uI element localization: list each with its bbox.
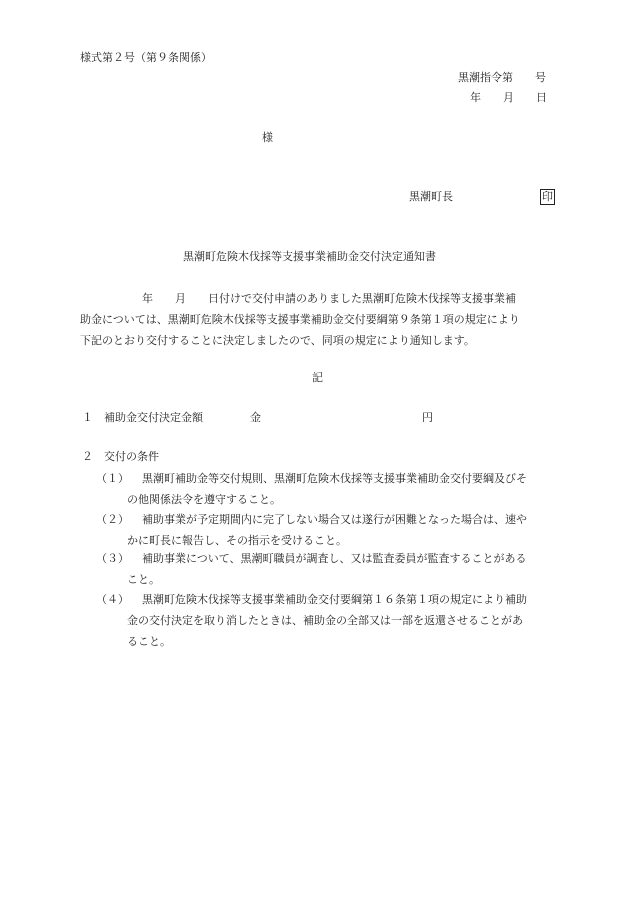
condition-text-line-2: 金の交付決定を取り消したときは、補助金の全部又は一部を返還させることがあ bbox=[127, 614, 523, 627]
section2-number: ２ bbox=[82, 450, 93, 463]
document-number: 黒潮指令第 号 bbox=[458, 71, 546, 84]
document-title: 黒潮町危険木伐採等支援事業補助金交付決定通知書 bbox=[183, 250, 436, 263]
intro-paragraph bbox=[80, 288, 580, 351]
seal-mark bbox=[540, 189, 555, 205]
intro-line-3: 下記のとおり交付することに決定しましたので、同項の規定により通知します。 bbox=[80, 334, 475, 347]
document-date: 年 月 日 bbox=[470, 91, 547, 104]
section2-label: 交付の条件 bbox=[104, 450, 159, 463]
seal-label: 印 bbox=[542, 190, 553, 203]
section1-label: 補助金交付決定金額 bbox=[104, 411, 203, 424]
condition-number: （１） bbox=[96, 472, 129, 485]
condition-number: （４） bbox=[96, 593, 129, 606]
condition-number: （３） bbox=[96, 552, 129, 565]
condition-text-line-2: かに町長に報告し、その指示を受けること。 bbox=[127, 534, 347, 547]
condition-text-line-1: 黒潮町補助金等交付規則、黒潮町危険木伐採等支援事業補助金交付要綱及びそ bbox=[142, 472, 527, 485]
section1-number: １ bbox=[82, 411, 93, 424]
condition-text-line-1: 補助事業について、黒潮町職員が調査し、又は監査委員が監査することがある bbox=[142, 552, 527, 565]
section1-kin: 金 bbox=[250, 411, 261, 424]
condition-number: （２） bbox=[96, 513, 129, 526]
intro-line-2: 助金については、黒潮町危険木伐採等支援事業補助金交付要綱第９条第１項の規定により bbox=[80, 313, 520, 326]
condition-text-line-2: こと。 bbox=[127, 573, 160, 586]
condition-text-line-1: 黒潮町危険木伐採等支援事業補助金交付要綱第１６条第１項の規定により補助 bbox=[142, 593, 527, 606]
section1-yen: 円 bbox=[422, 411, 433, 424]
addressee-honorific: 様 bbox=[262, 131, 273, 144]
form-number: 様式第２号（第９条関係） bbox=[80, 51, 212, 64]
intro-line-1: 年 月 日付けで交付申請のありました黒潮町危険木伐採等支援事業補 bbox=[142, 292, 516, 305]
ki-heading: 記 bbox=[312, 371, 323, 384]
condition-text-line-3: ること。 bbox=[127, 635, 171, 648]
condition-text-line-2: の他関係法令を遵守すること。 bbox=[127, 493, 281, 506]
issuer-name: 黒潮町長 bbox=[409, 190, 453, 203]
condition-text-line-1: 補助事業が予定期間内に完了しない場合又は遂行が困難となった場合は、速や bbox=[142, 513, 527, 526]
